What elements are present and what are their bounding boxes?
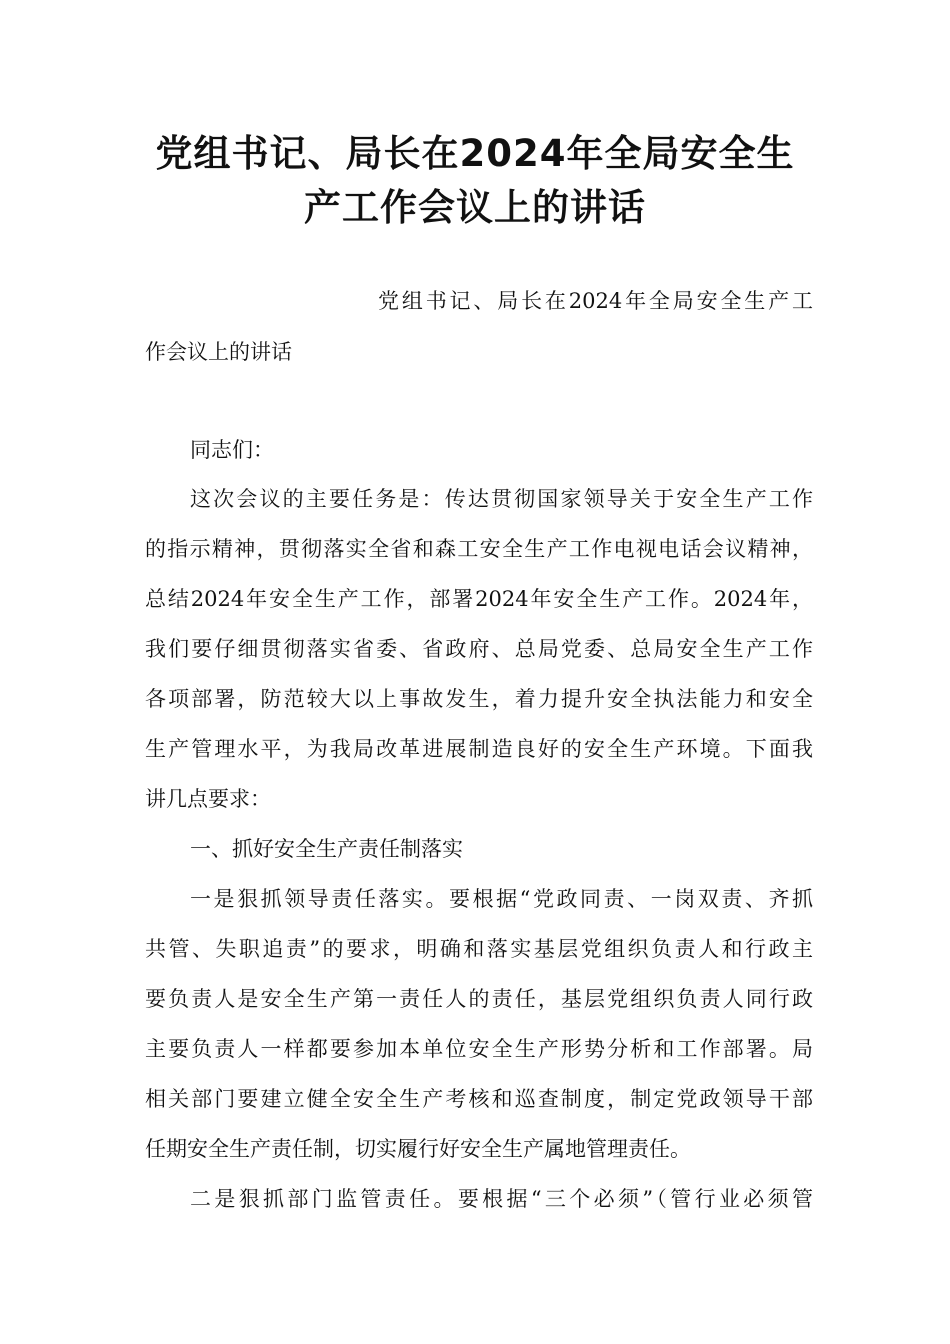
subtitle-line-2: 作会议上的讲话 <box>145 340 292 364</box>
paragraph-2-line: 相关部门要建立健全安全生产考核和巡查制度，制定党政领导干部 <box>145 1087 813 1111</box>
paragraph-1-line: 的指示精神，贯彻落实全省和森工安全生产工作电视电话会议精神， <box>145 537 813 561</box>
document-title-line-2: 产工作会议上的讲话 <box>304 186 646 229</box>
salutation: 同志们： <box>190 438 274 462</box>
document-title-line-1: 党组书记、局长在2024年全局安全生 <box>155 132 795 175</box>
paragraph-2-line: 一是狠抓领导责任落实。要根据“党政同责、一岗双责、齐抓 <box>190 887 813 911</box>
paragraph-1-line: 各项部署，防范较大以上事故发生，着力提升安全执法能力和安全 <box>145 687 813 711</box>
paragraph-2-line: 任期安全生产责任制，切实履行好安全生产属地管理责任。 <box>145 1137 691 1161</box>
paragraph-2-line: 要负责人是安全生产第一责任人的责任，基层党组织负责人同行政 <box>145 987 813 1011</box>
paragraph-1-line: 这次会议的主要任务是：传达贯彻国家领导关于安全生产工作 <box>190 487 813 511</box>
subtitle-line-1: 党组书记、局长在2024年全局安全生产工 <box>378 289 813 313</box>
section-1-heading: 一、抓好安全生产责任制落实 <box>190 837 463 861</box>
paragraph-1-line: 总结2024年安全生产工作，部署2024年安全生产工作。2024年， <box>145 587 813 611</box>
paragraph-1-line: 讲几点要求： <box>145 787 271 811</box>
paragraph-2-line: 共管、失职追责”的要求，明确和落实基层党组织负责人和行政主 <box>145 937 813 961</box>
paragraph-1-line: 生产管理水平，为我局改革进展制造良好的安全生产环境。下面我 <box>145 737 813 761</box>
paragraph-1-line: 我们要仔细贯彻落实省委、省政府、总局党委、总局安全生产工作 <box>145 637 813 661</box>
paragraph-2-line: 主要负责人一样都要参加本单位安全生产形势分析和工作部署。局 <box>145 1037 813 1061</box>
paragraph-3-line: 二是狠抓部门监管责任。要根据“三个必须”（管行业必须管 <box>190 1187 813 1211</box>
